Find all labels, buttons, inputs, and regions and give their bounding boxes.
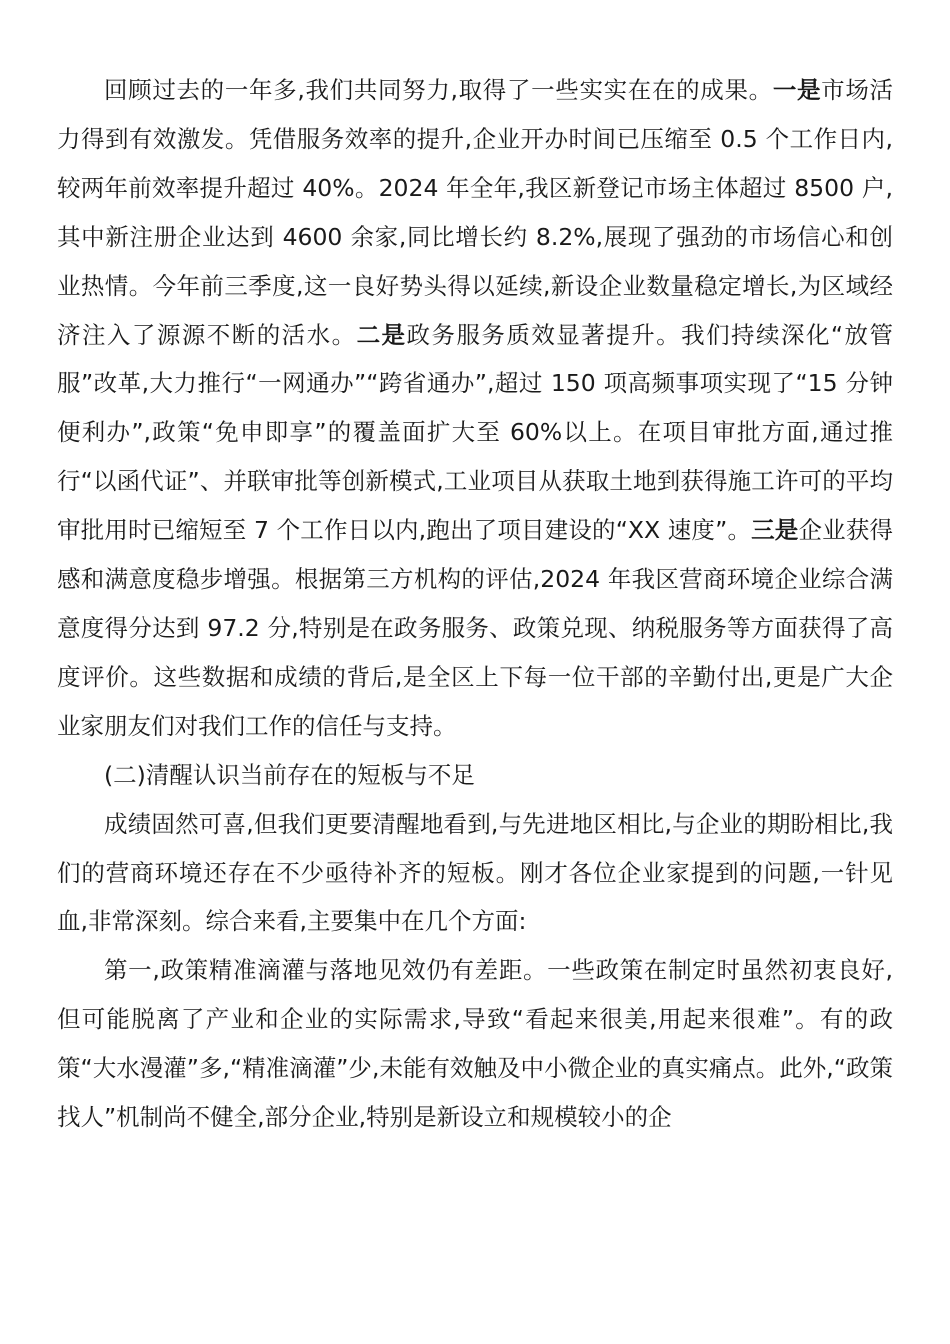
section-heading (57, 751, 893, 800)
run: 企业获得感和满意度稳步增强。根据第三方机构的评估,2024 年我区营商环境企业综合满意度得分达到 97.2 分,特别是在政务服务、政策兑现、纳税服务等方面获得了高度评价。这些数据和成绩的背后,是全区上下每一位干部的辛勤付出,更是广大企业家朋友们对我们工作的信任与支持。 (57, 516, 894, 740)
run: 成绩固然可喜,但我们更要清醒地看到,与先进地区相比,与企业的期盼相比,我们的营商环境还存在不少亟待补齐的短板。刚才各位企业家提到的问题,一针见血,非常深刻。综合来看,主要集中在几个方面: (57, 809, 893, 936)
run: 市场活力得到有效激发。凭借服务效率的提升,企业开办时间已压缩至 0.5 个工作日内,较两年前效率提升超过 40%。2024 年全年,我区新登记市场主体超过 8500 户,其中新注册企业达到 4600 余家,同比增长约 8.2%,展现了强劲的市场信心和创业热情。今年前三季度,这一良好势头得以延续,新设企业数量稳定增长,为区域经济注入了源源不断的活水。 (57, 76, 894, 349)
run: 第一,政策精准滴灌与落地见效仍有差距。一些政策在制定时虽然初衷良好,但可能脱离了产业和企业的实际需求,导致“看起来很美,用起来很难”。有的政策“大水漫灌”多,“精准滴灌”少,未能有效触及中小微企业的真实痛点。此外,“政策找人”机制尚不健全,部分企业,特别是新设立和规模较小的企 (57, 956, 893, 1132)
paragraph-shortcomings-intro (57, 800, 893, 947)
run-bold: 二是 (356, 320, 407, 349)
run: 回顾过去的一年多,我们共同努力,取得了一些实实在在的成果。 (104, 76, 773, 104)
document-page (57, 66, 893, 1142)
run: 政务服务质效显著提升。我们持续深化“放管服”改革,大力推行“一网通办”“跨省通办”,超过 150 项高频事项实现了“15 分钟便利办”,政策“免申即享”的覆盖面扩大至 60%以上。在项目审批方面,通过推行“以函代证”、并联审批等创新模式,工业项目从获取土地到获得施工许可的平均审批用时已缩短至 7 个工作日以内,跑出了项目建设的“XX 速度”。 (57, 320, 894, 545)
paragraph-achievements (57, 66, 893, 751)
run-bold: 三是 (751, 516, 799, 545)
run: (二)清醒认识当前存在的短板与不足 (104, 760, 475, 789)
paragraph-first-point (57, 946, 893, 1142)
run-bold: 一是 (772, 76, 822, 104)
